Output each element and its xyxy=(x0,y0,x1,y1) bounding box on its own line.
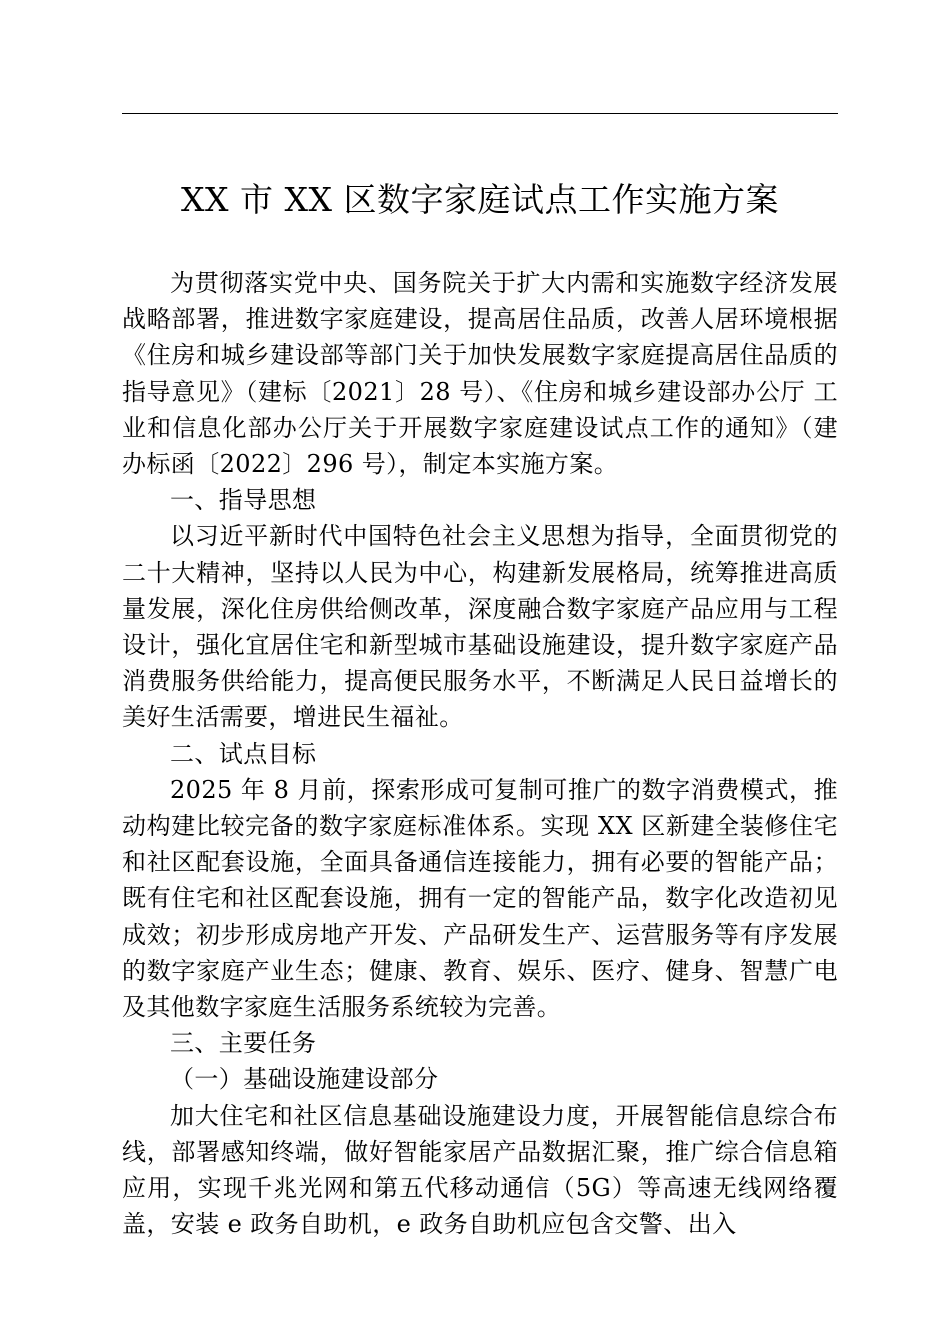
section-heading-main-tasks: 三、主要任务 xyxy=(170,1029,317,1058)
section-heading-pilot-goals: 二、试点目标 xyxy=(170,739,317,768)
header-rule xyxy=(122,113,838,114)
guiding-ideology-paragraph: 以习近平新时代中国特色社会主义思想为指导，全面贯彻党的二十大精神，坚持以人民为中心，构建新发展格局，统筹推进高质量发展，深化住房供给侧改革，深度融合数字家庭产品应用与工程设计，强化宜居住宅和新型城市基础设施建设，提升数字家庭产品消费服务供给能力，提高便民服务水平，不断满足人民日益增长的美好生活需要，增进民生福祉。 xyxy=(122,522,838,732)
subsection-heading-infrastructure: （一）基础设施建设部分 xyxy=(170,1065,439,1094)
document-title: XX 市 XX 区数字家庭试点工作实施方案 xyxy=(181,180,779,219)
section-heading-guiding-ideology: 一、指导思想 xyxy=(170,486,317,515)
intro-paragraph: 为贯彻落实党中央、国务院关于扩大内需和实施数字经济发展战略部署，推进数字家庭建设，提高居住品质，改善人居环境根据《住房和城乡建设部等部门关于加快发展数字家庭提高居住品质的指导意见》（建标〔2021〕28 号）、《住房和城乡建设部办公厅 工业和信息化部办公厅关于开展数字家庭建设试点工作的通知》（建办标函〔2022〕296 号），制定本实施方案。 xyxy=(122,269,838,479)
infrastructure-paragraph: 加大住宅和社区信息基础设施建设力度，开展智能信息综合布线，部署感知终端，做好智能家居产品数据汇聚，推广综合信息箱应用，实现千兆光网和第五代移动通信（5G）等高速无线网络覆盖，安装 e 政务自助机，e 政务自助机应包含交警、出入 xyxy=(122,1101,838,1239)
pilot-goals-paragraph: 2025 年 8 月前，探索形成可复制可推广的数字消费模式，推动构建比较完备的数字家庭标准体系。实现 XX 区新建全装修住宅和社区配套设施，全面具备通信连接能力，拥有必要的智能产品；既有住宅和社区配套设施，拥有一定的智能产品，数字化改造初见成效；初步形成房地产开发、产品研发生产、运营服务等有序发展的数字家庭产业生态；健康、教育、娱乐、医疗、健身、智慧广电及其他数字家庭生活服务系统较为完善。 xyxy=(122,775,838,1022)
document-body xyxy=(122,265,838,1242)
